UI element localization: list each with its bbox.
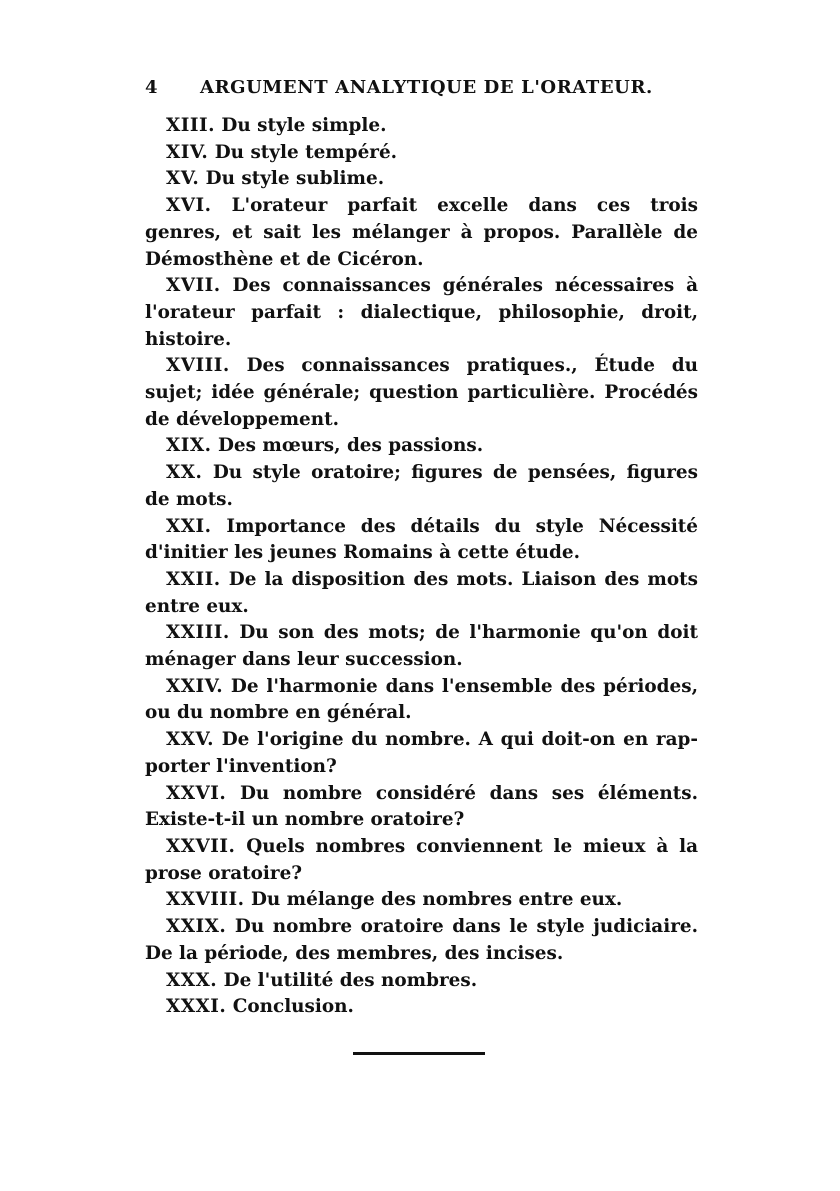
chapter-text: Des connaissances générales nécessaires à l'orateur parfait : dialectique, philosophie, droit, histoire. xyxy=(145,275,698,350)
chapter-entry xyxy=(145,273,698,353)
chapter-numeral: XXV. xyxy=(166,729,214,751)
chapter-numeral: XXVI. xyxy=(166,782,227,804)
chapter-numeral: XXI. xyxy=(166,515,212,537)
running-title: ARGUMENT ANALYTIQUE DE L'ORATEUR. xyxy=(200,77,653,98)
chapter-text: Du nombre oratoire dans le style judiciaire. De la période, des membres, des incises. xyxy=(145,916,699,964)
chapter-numeral: XXX. xyxy=(166,969,218,991)
chapter-entry xyxy=(145,514,698,567)
chapter-numeral: XXIX. xyxy=(166,916,227,938)
chapter-numeral: XVI. xyxy=(166,195,212,217)
chapter-entry xyxy=(145,994,698,1021)
chapter-text: Du style tempéré. xyxy=(214,141,398,163)
chapter-numeral: XXIII. xyxy=(166,622,230,644)
chapter-entry xyxy=(145,140,698,167)
chapter-entry xyxy=(145,113,698,140)
chapter-numeral: XIV. xyxy=(166,141,209,163)
chapter-summary-list xyxy=(145,113,698,1021)
chapter-text: Quels nombres conviennent le mieux à la prose oratoire? xyxy=(145,835,698,884)
chapter-entry xyxy=(145,353,698,433)
chapter-numeral: XXVII. xyxy=(166,835,236,857)
chapter-text: Du style simple. xyxy=(221,115,387,136)
chapter-text: L'orateur parfait excelle dans ces trois genres, et sait les mélanger à propos. Parallèle de Démosthène et de Cicéron. xyxy=(145,195,698,270)
chapter-text: Du style sublime. xyxy=(205,168,385,190)
chapter-entry xyxy=(145,166,698,193)
chapter-text: De l'utilité des nombres. xyxy=(223,969,478,991)
page-header xyxy=(145,77,705,103)
chapter-text: Du mélange des nombres entre eux. xyxy=(250,889,623,911)
chapter-text: De l'harmonie dans l'ensemble des périodes, ou du nombre en général. xyxy=(145,675,698,724)
chapter-numeral: XXXI. xyxy=(166,996,227,1018)
chapter-numeral: XX. xyxy=(166,462,203,484)
chapter-numeral: XIII. xyxy=(166,115,215,136)
chapter-text: Du nombre considéré dans ses éléments. Existe-t-il un nombre oratoire? xyxy=(145,782,698,831)
chapter-entry xyxy=(145,781,698,834)
chapter-numeral: XXII. xyxy=(166,568,221,590)
chapter-entry xyxy=(145,914,698,967)
chapter-text: Du son des mots; de l'harmonie qu'on doit ménager dans leur succession. xyxy=(145,622,698,671)
chapter-entry xyxy=(145,727,698,780)
chapter-text: De la disposition des mots. Liaison des mots entre eux. xyxy=(145,568,699,617)
chapter-numeral: XXIV. xyxy=(166,675,224,697)
chapter-numeral: XVII. xyxy=(166,275,221,297)
chapter-entry xyxy=(145,968,698,995)
chapter-numeral: XIX. xyxy=(166,435,212,457)
chapter-entry xyxy=(145,567,698,620)
chapter-text: Des mœurs, des passions. xyxy=(217,435,484,457)
end-rule-divider xyxy=(353,1052,485,1055)
chapter-numeral: XXVIII. xyxy=(166,889,245,911)
chapter-text: Conclusion. xyxy=(232,996,354,1018)
chapter-entry xyxy=(145,460,698,513)
chapter-numeral: XV. xyxy=(166,168,200,190)
chapter-entry xyxy=(145,193,698,273)
chapter-text: De l'origine du nombre. A qui doit-on en rapporter l'invention? xyxy=(145,729,698,777)
chapter-text: Importance des détails du style Nécessité d'initier les jeunes Romains à cette étude. xyxy=(145,515,699,564)
chapter-entry xyxy=(145,620,698,673)
chapter-text: Du style oratoire; figures de pensées, figures de mots. xyxy=(145,462,698,510)
chapter-entry xyxy=(145,887,698,914)
chapter-numeral: XVIII. xyxy=(166,355,230,377)
chapter-entry xyxy=(145,674,698,727)
chapter-entry xyxy=(145,834,698,887)
chapter-entry xyxy=(145,433,698,460)
page-number: 4 xyxy=(145,77,159,98)
chapter-text: Des connaissances pratiques., Étude du sujet; idée générale; question particulière. Procédés de développement. xyxy=(145,355,698,430)
